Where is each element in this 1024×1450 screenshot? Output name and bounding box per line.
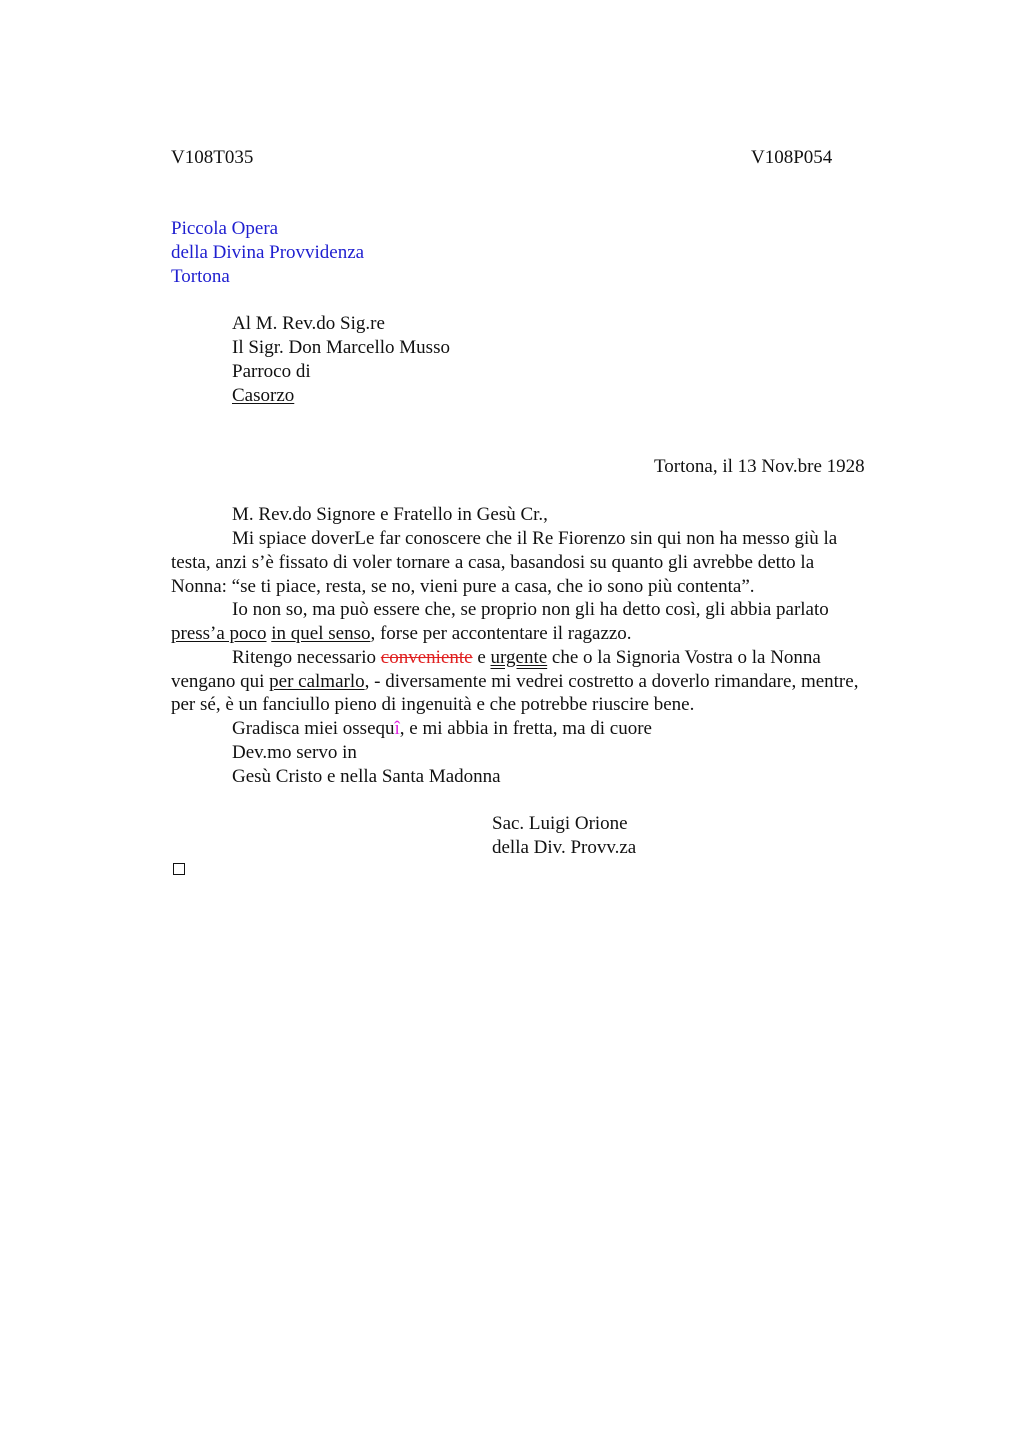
recipient-line: Il Sigr. Don Marcello Musso <box>232 337 450 358</box>
text-line: press’a poco in quel senso, forse per accontentare il ragazzo. <box>171 623 632 644</box>
signature-name: Sac. Luigi Orione <box>492 813 628 834</box>
text-line: testa, anzi s’è fissato di voler tornare a casa, basandosi su quanto gli avrebbe detto la <box>171 552 815 573</box>
square-mark-icon <box>173 863 185 875</box>
document-code-right: V108P054 <box>751 147 833 168</box>
letterhead-line: della Divina Provvidenza <box>171 242 365 263</box>
marked-letter: î <box>394 718 400 739</box>
recipient-line: Al M. Rev.do Sig.re <box>232 313 385 334</box>
struck-word: conveniente <box>380 647 473 668</box>
text-line: Nonna: “se ti piace, resta, se no, vieni pure a casa, che io sono più contenta”. <box>171 576 755 597</box>
text-line: Mi spiace doverLe far conoscere che il Re Fiorenzo sin qui non ha messo giù la <box>232 528 838 549</box>
double-underlined-word: urgente <box>490 647 548 668</box>
date-line: Tortona, il 13 Nov.bre 1928 <box>654 456 865 477</box>
signature-title: della Div. Provv.za <box>492 837 637 858</box>
text-line: Gesù Cristo e nella Santa Madonna <box>232 766 501 787</box>
document-code-left: V108T035 <box>171 147 254 168</box>
letterhead-line: Piccola Opera <box>171 218 279 239</box>
recipient-place: Casorzo <box>232 385 295 406</box>
text-line: Ritengo necessario conveniente e urgente che o la Signoria Vostra o la Nonna <box>232 647 821 668</box>
text-line: Gradisca miei ossequî, e mi abbia in fretta, ma di cuore <box>232 718 652 739</box>
salutation: M. Rev.do Signore e Fratello in Gesù Cr., <box>232 504 548 525</box>
text-line: Dev.mo servo in <box>232 742 357 763</box>
letterhead-line: Tortona <box>171 266 230 287</box>
underlined-phrase: per calmarlo <box>269 671 365 692</box>
text-line: Io non so, ma può essere che, se proprio non gli ha detto così, gli abbia parlato <box>232 599 829 620</box>
underlined-phrase: in quel senso <box>271 623 371 644</box>
underlined-phrase: press’a poco <box>171 623 267 644</box>
text-line: vengano qui per calmarlo, - diversamente mi vedrei costretto a doverlo rimandare, mentre, <box>171 671 859 692</box>
text-line: per sé, è un fanciullo pieno di ingenuità e che potrebbe riuscire bene. <box>171 694 695 715</box>
recipient-line: Parroco di <box>232 361 311 382</box>
